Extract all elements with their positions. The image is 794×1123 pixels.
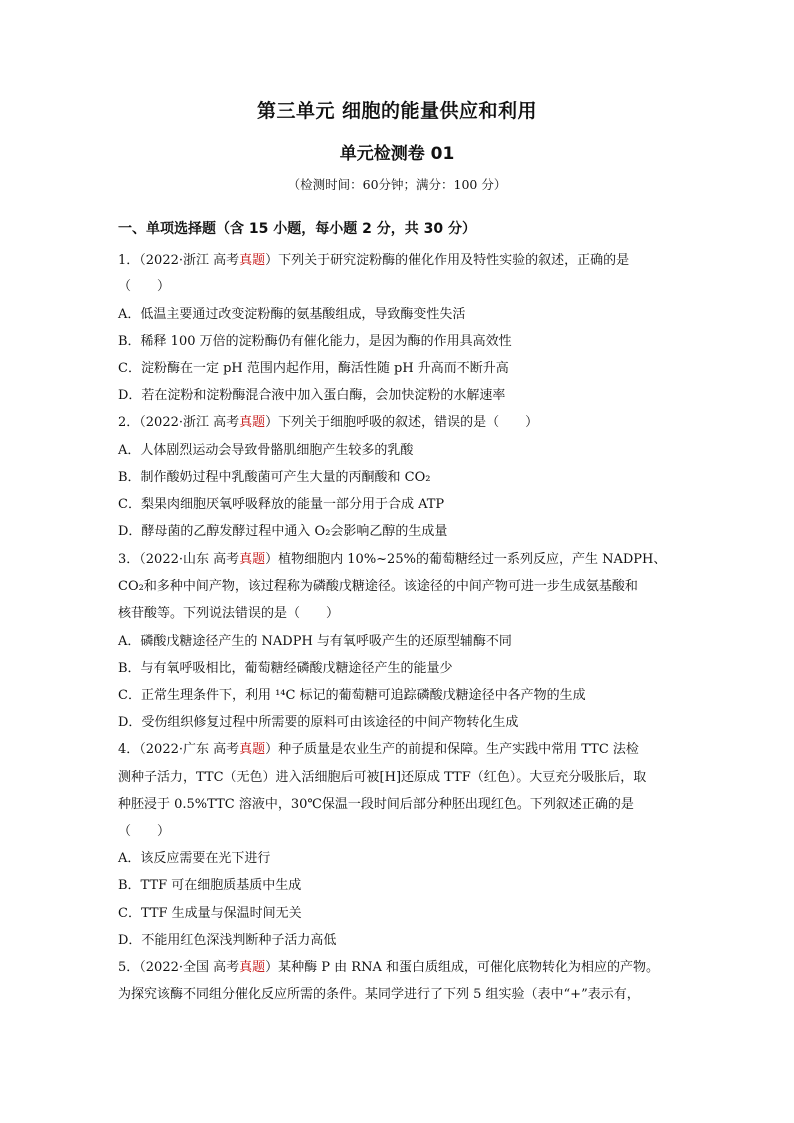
question-stem: 3．（2022·山东 高考真题）植物细胞内 10%~25%的葡萄糖经过一系列反应，产生 NADPH、	[118, 552, 667, 567]
option: A．人体剧烈运动会导致骨骼肌细胞产生较多的乳酸	[118, 443, 414, 458]
option: D．若在淀粉和淀粉酶混合液中加入蛋白酶，会加快淀粉的水解速率	[118, 388, 506, 403]
test-info: （检测时间：60分钟；满分：100 分）	[287, 177, 507, 192]
source-label: 真题	[239, 552, 266, 567]
option: B．与有氧呼吸相比，葡萄糖经磷酸戊糖途径产生的能量少	[118, 661, 453, 676]
option: A．低温主要通过改变淀粉酶的氨基酸组成，导致酶变性失活	[118, 307, 466, 322]
source-label: 真题	[239, 253, 266, 268]
option: D．酵母菌的乙醇发酵过程中通入 O₂会影响乙醇的生成量	[118, 524, 448, 539]
option: D．不能用红色深浅判断种子活力高低	[118, 933, 337, 948]
test-title: 单元检测卷 01	[339, 144, 455, 164]
answer-blank: （ ）	[118, 279, 171, 294]
question-stem: 4．（2022·广东 高考真题）种子质量是农业生产的前提和保障。生产实践中常用 TTC 法检	[118, 742, 639, 757]
option: B．稀释 100 万倍的淀粉酶仍有催化能力，是因为酶的作用具高效性	[118, 334, 512, 349]
source-label: 真题	[239, 415, 266, 430]
question-stem: 2．（2022·浙江 高考真题）下列关于细胞呼吸的叙述，错误的是（ ）	[118, 415, 539, 430]
option: B．TTF 可在细胞质基质中生成	[118, 878, 302, 893]
question-stem: 1．（2022·浙江 高考真题）下列关于研究淀粉酶的催化作用及特性实验的叙述，正确的是	[118, 253, 630, 268]
option: C．淀粉酶在一定 pH 范围内起作用，酶活性随 pH 升高而不断升高	[118, 361, 509, 376]
unit-title: 第三单元 细胞的能量供应和利用	[256, 100, 538, 122]
question-stem-cont: 测种子活力，TTC（无色）进入活细胞后可被[H]还原成 TTF（红色）。大豆充分吸胀后，取	[118, 770, 647, 785]
source-label: 真题	[239, 960, 266, 975]
question-stem: 5．（2022·全国 高考真题）某种酶 P 由 RNA 和蛋白质组成，可催化底物转化为相应的产物。	[118, 960, 659, 975]
question-stem-cont: 核苷酸等。下列说法错误的是（ ）	[118, 606, 340, 621]
option: C．梨果肉细胞厌氧呼吸释放的能量一部分用于合成 ATP	[118, 497, 445, 512]
question-stem-cont: CO₂和多种中间产物，该过程称为磷酸戊糖途径。该途径的中间产物可进一步生成氨基酸和	[118, 579, 638, 594]
source-label: 真题	[239, 742, 266, 757]
option: C．正常生理条件下，利用 ¹⁴C 标记的葡萄糖可追踪磷酸戊糖途径中各产物的生成	[118, 688, 586, 703]
answer-blank: （ ）	[118, 824, 171, 839]
option: A．该反应需要在光下进行	[118, 851, 271, 866]
option: B．制作酸奶过程中乳酸菌可产生大量的丙酮酸和 CO₂	[118, 470, 431, 485]
option: A．磷酸戊糖途径产生的 NADPH 与有氧呼吸产生的还原型辅酶不同	[118, 634, 512, 649]
option: C．TTF 生成量与保温时间无关	[118, 906, 302, 921]
section-heading: 一、单项选择题（含 15 小题，每小题 2 分，共 30 分）	[118, 221, 476, 237]
question-stem-cont: 种胚浸于 0.5%TTC 溶液中，30℃保温一段时间后部分种胚出现红色。下列叙述正确的是	[118, 797, 634, 812]
option: D．受伤组织修复过程中所需要的原料可由该途径的中间产物转化生成	[118, 715, 519, 730]
question-stem-cont: 为探究该酶不同组分催化反应所需的条件。某同学进行了下列 5 组实验（表中“+”表示有，	[118, 987, 640, 1002]
